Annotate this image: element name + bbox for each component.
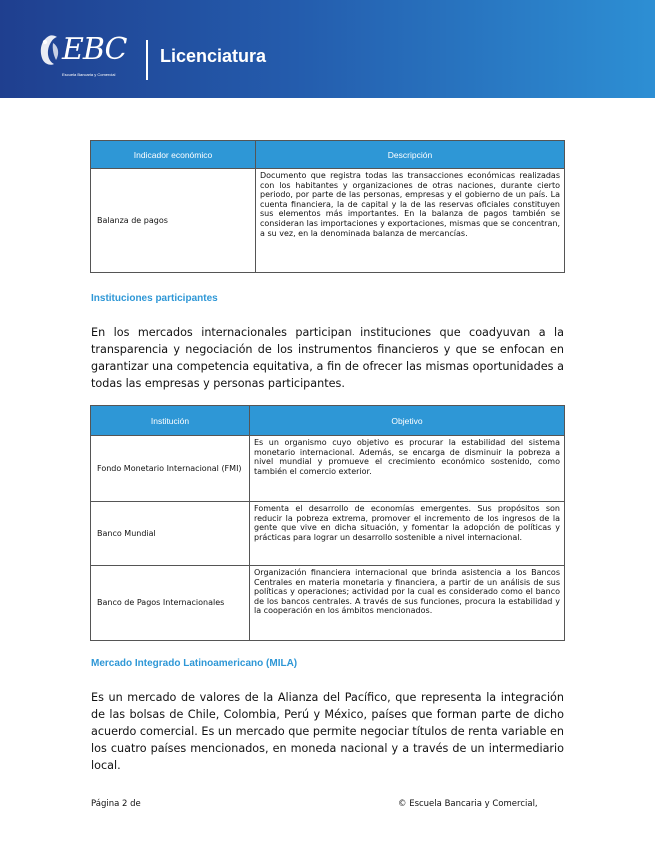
indicator-name: Balanza de pagos — [91, 169, 256, 273]
column-header: Objetivo — [250, 406, 565, 436]
institution-name: Banco de Pagos Internacionales — [91, 566, 250, 641]
page-number: Página 2 de — [91, 799, 141, 809]
institution-table — [90, 405, 565, 641]
table-header-row — [91, 406, 565, 436]
paragraph: Es un mercado de valores de la Alianza del Pacífico, que representa la integración de las bolsas de Chile, Colombia, Perú y México, países que forman parte de dicho acuerdo comercial. Es un mercado que permite negociar títulos de renta variable en los cuatro países mencionados, en moneda nacional y a través de un intermediario local. — [91, 691, 564, 772]
institution-objective: Es un organismo cuyo objetivo es procurar la estabilidad del sistema monetario internacional. Además, se encarga de disminuir la pobreza a nivel mundial y promueve el crecimiento económico sostenido, como también el comercio exterior. — [250, 436, 565, 502]
section-heading: Instituciones participantes — [91, 293, 218, 304]
column-header: Institución — [91, 406, 250, 436]
logo-subtitle: Escuela Bancaria y Comercial — [62, 72, 116, 77]
institution-objective: Fomenta el desarrollo de economías emergentes. Sus propósitos son reducir la pobreza extrema, promover el incremento de los ingresos de la gente que vive en dicha situación, y fomentar la adopción de políticas y prácticas para lograr un desarrollo sostenible a nivel internacional. — [250, 502, 565, 566]
header-divider — [146, 40, 148, 80]
table-row — [91, 566, 565, 641]
header-banner — [0, 0, 655, 98]
table-row — [91, 436, 565, 502]
institution-name: Fondo Monetario Internacional (FMI) — [91, 436, 250, 502]
table-row — [91, 169, 565, 273]
indicator-description: Documento que registra todas las transacciones económicas realizadas con los habitantes y organizaciones de otras naciones, durante cierto periodo, por parte de las personas, empresas y el gobierno de un país. La cuenta financiera, la de capital y la de las reservas oficiales constituyen sus elementos más importantes. En la balanza de pagos también se consideran las importaciones y exportaciones, mismas que se concentran, a su vez, en la denominada balanza de mercancías. — [256, 169, 565, 273]
footer-copyright: © Escuela Bancaria y Comercial, — [398, 799, 538, 809]
paragraph: En los mercados internacionales participan instituciones que coadyuvan a la transparencia y negociación de los instrumentos financieros y que se enfocan en garantizar una competencia equitativa, a fin de ofrecer las mismas oportunidades a todas las empresas y personas participantes. — [91, 326, 564, 390]
section-heading: Mercado Integrado Latinoamericano (MILA) — [91, 658, 298, 669]
institution-name: Banco Mundial — [91, 502, 250, 566]
logo-text: EBC — [62, 32, 127, 67]
header-title: Licenciatura — [160, 46, 267, 66]
ebc-logo-icon — [36, 34, 62, 68]
economic-indicator-table — [90, 140, 565, 273]
table-row — [91, 502, 565, 566]
column-header: Descripción — [256, 141, 565, 169]
institution-objective: Organización financiera internacional que brinda asistencia a los Bancos Centrales en materia monetaria y financiera, a partir de un análisis de sus políticas y operaciones; actividad por la cual es considerado como el banco de los bancos centrales. A través de sus funciones, procura la estabilidad y la cooperación en los ámbitos mencionados. — [250, 566, 565, 641]
table-header-row — [91, 141, 565, 169]
column-header: Indicador económico — [91, 141, 256, 169]
